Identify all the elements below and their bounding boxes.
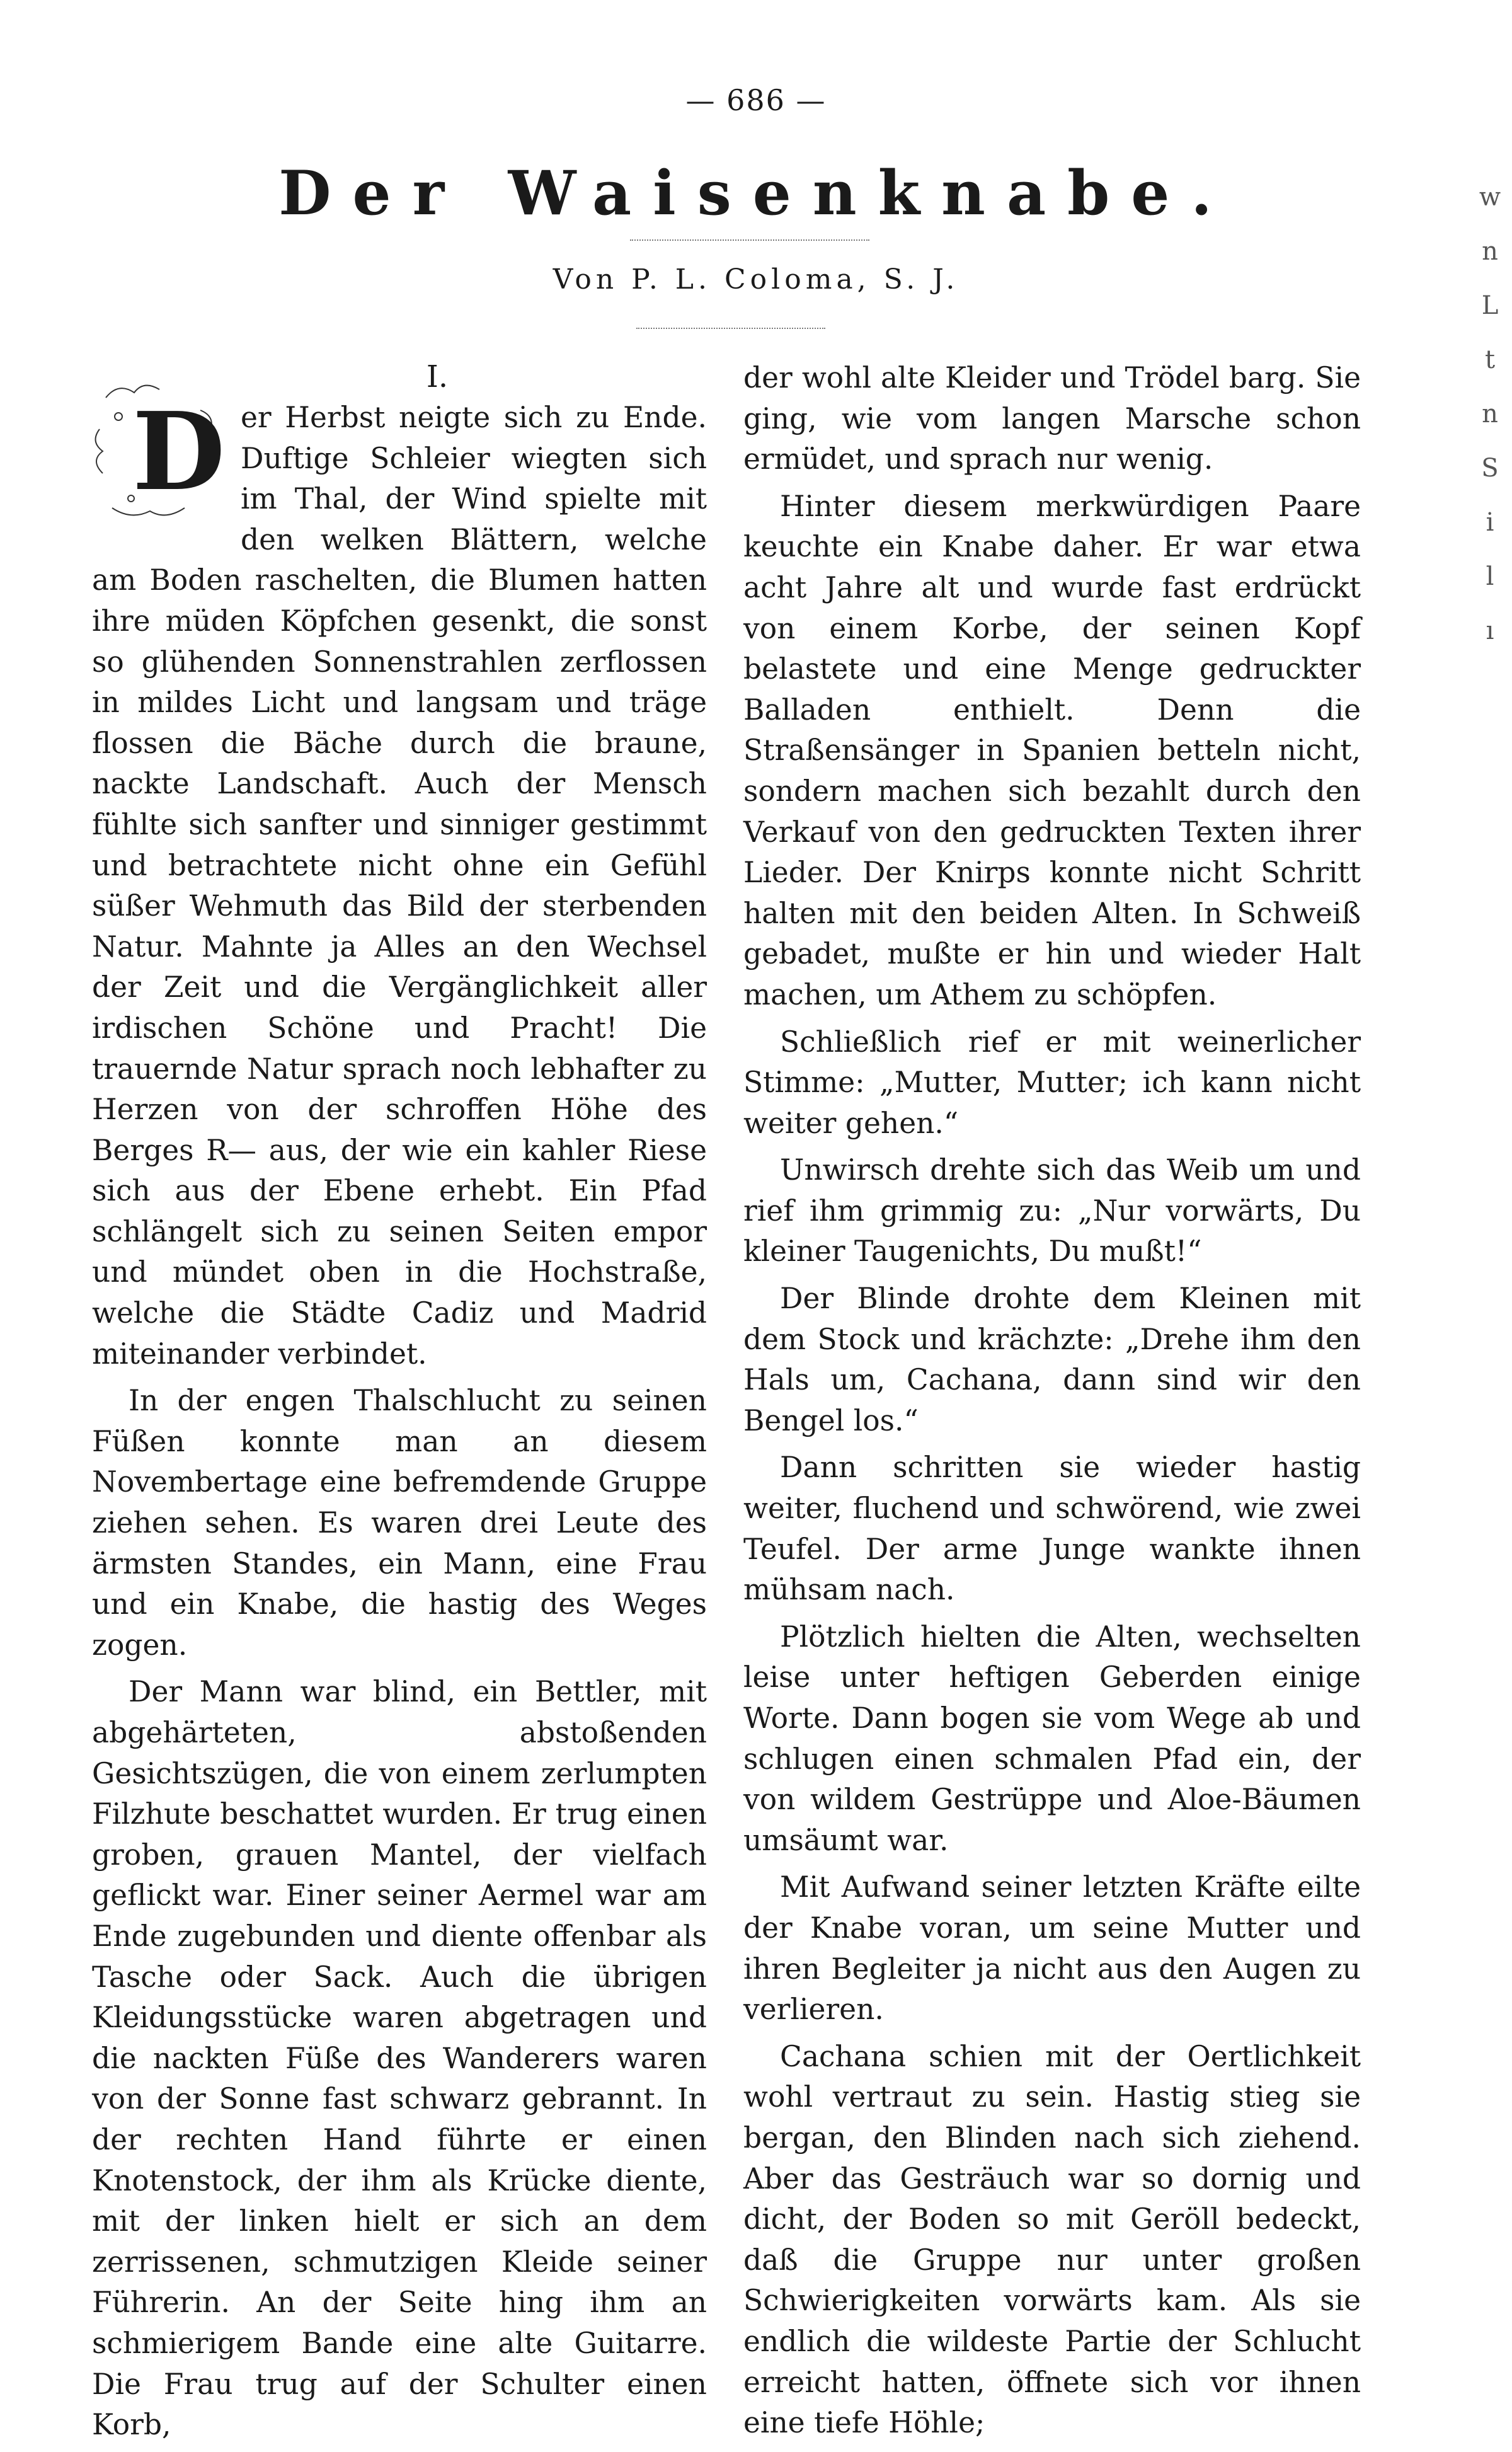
title-divider bbox=[630, 239, 869, 241]
paragraph: Unwirsch drehte sich das Weib um und rief ihm grimmig zu: „Nur vorwärts, Du kleiner Taugenichts, Du mußt!“ bbox=[743, 1153, 1361, 1269]
paragraph: Plötzlich hielten die Alten, wechselten leise unter heftigen Geberden einige Worte. Dann bogen sie vom Wege ab und schlugen einen schmalen Pfad ein, der von wildem Gestrüppe und Aloe-Bäumen umsäumt war. bbox=[743, 1620, 1361, 1857]
byline-divider bbox=[636, 328, 825, 329]
paragraph-text: er Herbst neigte sich zu Ende. Duftige Schleier wiegten sich im Thal, der Wind spielte mit den welken Blättern, welche am Boden raschelten, die Blumen hatten ihre müden Köpfchen gesenkt, die sonst so glühenden Sonnenstrahlen zerflossen in mildes Licht und langsam und träge flossen die Bäche durch die braune, nackte Landschaft. Auch der Mensch fühlte sich sanfter und sinniger gestimmt und betrachtete nicht ohne ein Gefühl süßer Wehmuth das Bild der sterbenden Natur. Mahnte ja Alles an den Wechsel der Zeit und die Vergänglichkeit aller irdischen Schöne und Pracht! Die trauernde Natur sprach noch lebhafter zu Herzen von der schroffen Höhe des Berges R— aus, der wie ein kahler Riese sich aus der Ebene erhebt. Ein Pfad schlängelt sich zu seinen Seiten empor und mündet oben in die Hochstraße, welche die Städte Cadiz und Madrid miteinander verbindet. bbox=[92, 401, 707, 1371]
author-byline: Von P. L. Coloma, S. J. bbox=[553, 263, 959, 296]
margin-fragment: t bbox=[1484, 345, 1496, 374]
margin-fragment: L bbox=[1481, 291, 1499, 320]
paragraph: Der Mann war blind, ein Bettler, mit abgehärteten, abstoßenden Gesichtszügen, die von einem zerlumpten Filzhute beschattet wurden. Er trug einen groben, grauen Mantel, der vielfach geflickt war. Einer seiner Aermel war am Ende zugebunden und diente offenbar als Tasche oder Sack. Auch die übrigen Kleidungsstücke waren abgetragen und die nackten Füße des Wanderers waren von der Sonne fast schwarz gebrannt. In der rechten Hand führte er einen Knotenstock, der ihm als Krücke diente, mit der linken hielt er sich an dem zerrissenen, schmutzigen Kleide seiner Führerin. An der Seite hing ihm an schmierigem Bande eine alte Guitarre. Die Frau trug auf der Schulter einen Korb, bbox=[92, 1675, 707, 2442]
paragraph: Mit Aufwand seiner letzten Kräfte eilte der Knabe voran, um seine Mutter und ihren Begleiter ja nicht aus den Augen zu verlieren. bbox=[743, 1870, 1361, 2027]
left-column bbox=[92, 358, 707, 2452]
adjacent-page-margin-text bbox=[1474, 170, 1506, 658]
paragraph: Hinter diesem merkwürdigen Paare keuchte ein Knabe daher. Er war etwa acht Jahre alt und wurde fast erdrückt von einem Korbe, der seinen Kopf belastete und eine Menge gedruckter Balladen enthielt. Denn die Straßensänger in Spanien betteln nicht, sondern machen sich bezahlt durch den Verkauf von den gedruckten Texten ihrer Lieder. Der Knirps konnte nicht Schritt halten mit den beiden Alten. In Schweiß gebadet, mußte er hin und wieder Halt machen, um Athem zu schöpfen. bbox=[743, 489, 1361, 1011]
paragraph: Cachana schien mit der Oertlichkeit wohl vertraut zu sein. Hastig stieg sie bergan, den Blinden nach sich ziehend. Aber das Gesträuch war so dornig und dicht, der Boden so mit Geröll bedeckt, daß die Gruppe nur unter großen Schwierigkeiten vorwärts kam. Als sie endlich die wildeste Partie der Schlucht erreicht hatten, öffnete sich vor ihnen eine tiefe Höhle; bbox=[743, 2039, 1361, 2440]
paragraph: der wohl alte Kleider und Trödel barg. Sie ging, wie vom langen Marsche schon ermüdet, und sprach nur wenig. bbox=[743, 361, 1361, 476]
paragraph: In der engen Thalschlucht zu seinen Füßen konnte man an diesem Novembertage eine befremdende Gruppe ziehen sehen. Es waren drei Leute des ärmsten Standes, ein Mann, eine Frau und ein Knabe, die hastig des Weges zogen. bbox=[92, 1384, 707, 1662]
margin-fragment: w bbox=[1479, 183, 1501, 212]
margin-fragment: ı bbox=[1486, 616, 1494, 645]
decorated-initial-letter bbox=[87, 372, 232, 530]
section-numeral: I. bbox=[426, 359, 449, 394]
margin-fragment: S bbox=[1481, 454, 1499, 483]
article-title: Der Waisenknabe. bbox=[278, 158, 1234, 229]
svg-text:D: D bbox=[132, 389, 226, 515]
paragraph: Dann schritten sie wieder hastig weiter, fluchend und schwörend, wie zwei Teufel. Der arme Junge wankte ihnen mühsam nach. bbox=[743, 1451, 1361, 1607]
page-number: — 686 — bbox=[685, 83, 827, 117]
margin-fragment: i bbox=[1486, 508, 1494, 537]
margin-fragment: n bbox=[1482, 400, 1498, 429]
paragraph bbox=[92, 389, 707, 1374]
right-column bbox=[743, 358, 1361, 2450]
paragraph: Der Blinde drohte dem Kleinen mit dem Stock und krächzte: „Drehe ihm den Hals um, Cachana, dann sind wir den Bengel los.“ bbox=[743, 1282, 1361, 1437]
margin-fragment: n bbox=[1482, 237, 1498, 266]
paragraph: Schließlich rief er mit weinerlicher Stimme: „Mutter, Mutter; ich kann nicht weiter gehen.“ bbox=[743, 1025, 1361, 1140]
margin-fragment: l bbox=[1486, 562, 1494, 591]
